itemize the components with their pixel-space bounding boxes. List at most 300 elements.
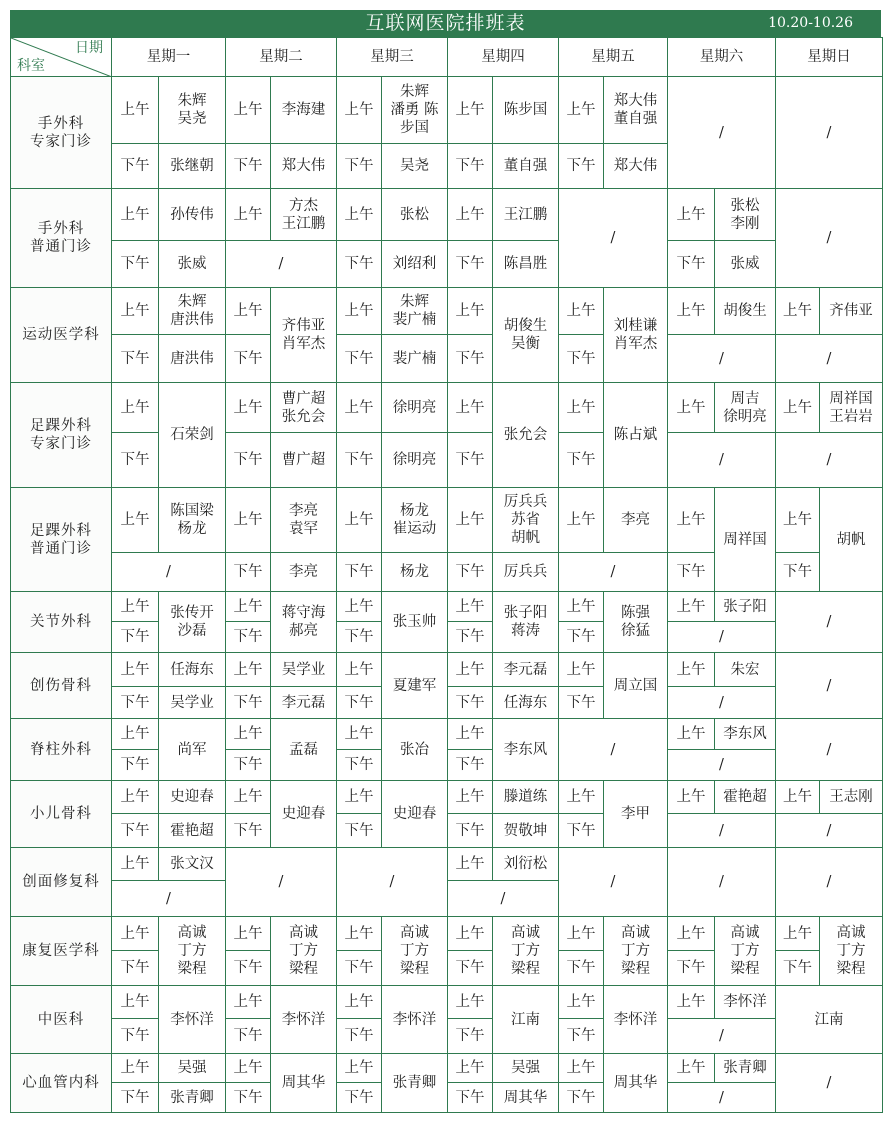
corner-date-label: 日期	[75, 40, 103, 56]
doctor-cell: 高诚 丁方 梁程	[159, 917, 226, 986]
empty-cell: /	[776, 77, 883, 189]
slot-label-pm: 下午	[226, 553, 271, 592]
department-name: 创伤骨科	[11, 653, 112, 719]
slot-label-am: 上午	[776, 383, 820, 433]
empty-cell: /	[559, 848, 668, 917]
empty-cell: /	[559, 553, 668, 592]
slot-label-pm: 下午	[448, 687, 493, 719]
slot-label-am: 上午	[559, 383, 604, 433]
doctor-cell: 朱辉 潘勇 陈 步国	[382, 77, 448, 144]
doctor-cell: 杨龙 崔运动	[382, 488, 448, 553]
empty-cell: 江南	[776, 986, 883, 1054]
slot-label-pm: 下午	[559, 433, 604, 488]
slot-label-pm: 下午	[337, 622, 382, 653]
empty-cell: /	[776, 719, 883, 781]
doctor-cell: 李怀洋	[159, 986, 226, 1054]
empty-cell: /	[559, 719, 668, 781]
empty-cell: /	[559, 189, 668, 288]
slot-label-am: 上午	[448, 383, 493, 433]
slot-label-pm: 下午	[559, 622, 604, 653]
slot-label-pm: 下午	[337, 1019, 382, 1054]
doctor-cell: 高诚 丁方 梁程	[604, 917, 668, 986]
doctor-cell: 厉兵兵 苏省 胡帆	[493, 488, 559, 553]
empty-cell: /	[776, 653, 883, 719]
empty-cell: /	[668, 1083, 776, 1113]
doctor-cell: 王江鹏	[493, 189, 559, 241]
doctor-cell: 厉兵兵	[493, 553, 559, 592]
day-header-4: 星期四	[448, 38, 559, 77]
slot-label-am: 上午	[226, 986, 271, 1019]
doctor-cell: 孙传伟	[159, 189, 226, 241]
doctor-cell: 张传开 沙磊	[159, 592, 226, 653]
empty-cell: /	[776, 433, 883, 488]
doctor-cell: 霍艳超	[715, 781, 776, 814]
doctor-cell: 高诚 丁方 梁程	[820, 917, 883, 986]
slot-label-am: 上午	[448, 781, 493, 814]
department-name: 创面修复科	[11, 848, 112, 917]
doctor-cell: 李怀洋	[715, 986, 776, 1019]
slot-label-am: 上午	[668, 189, 715, 241]
slot-label-am: 上午	[337, 719, 382, 750]
department-name: 康复医学科	[11, 917, 112, 986]
slot-label-am: 上午	[226, 592, 271, 622]
table-row	[11, 592, 883, 622]
slot-label-pm: 下午	[226, 814, 271, 848]
day-header-1: 星期一	[112, 38, 226, 77]
empty-cell: /	[668, 1019, 776, 1054]
doctor-cell: 张文汉	[159, 848, 226, 881]
doctor-cell: 李亮	[271, 553, 337, 592]
slot-label-pm: 下午	[559, 687, 604, 719]
slot-label-am: 上午	[112, 488, 159, 553]
slot-label-pm: 下午	[226, 622, 271, 653]
corner-header	[11, 38, 112, 77]
doctor-cell: 高诚 丁方 梁程	[382, 917, 448, 986]
department-name: 小儿骨科	[11, 781, 112, 848]
doctor-cell: 高诚 丁方 梁程	[715, 917, 776, 986]
doctor-cell: 张青卿	[159, 1083, 226, 1113]
slot-label-pm: 下午	[448, 335, 493, 383]
slot-label-pm: 下午	[226, 951, 271, 986]
slot-label-pm: 下午	[112, 241, 159, 288]
slot-label-pm: 下午	[226, 433, 271, 488]
slot-label-am: 上午	[112, 288, 159, 335]
empty-cell: /	[668, 848, 776, 917]
slot-label-pm: 下午	[448, 750, 493, 781]
slot-label-pm: 下午	[448, 241, 493, 288]
doctor-cell: 郑大伟	[604, 144, 668, 189]
slot-label-pm: 下午	[668, 553, 715, 592]
doctor-cell: 任海东	[159, 653, 226, 687]
slot-label-pm: 下午	[226, 144, 271, 189]
slot-label-pm: 下午	[112, 750, 159, 781]
slot-label-am: 上午	[448, 77, 493, 144]
slot-label-pm: 下午	[559, 814, 604, 848]
slot-label-pm: 下午	[112, 433, 159, 488]
slot-label-am: 上午	[559, 288, 604, 335]
slot-label-am: 上午	[448, 288, 493, 335]
table-row	[11, 1054, 883, 1083]
doctor-cell: 周其华	[493, 1083, 559, 1113]
doctor-cell: 刘桂谦 肖军杰	[604, 288, 668, 383]
doctor-cell: 郑大伟	[271, 144, 337, 189]
doctor-cell: 唐洪伟	[159, 335, 226, 383]
slot-label-pm: 下午	[112, 622, 159, 653]
doctor-cell: 胡帆	[820, 488, 883, 592]
doctor-cell: 霍艳超	[159, 814, 226, 848]
slot-label-am: 上午	[337, 781, 382, 814]
table-row	[11, 719, 883, 750]
day-header-2: 星期二	[226, 38, 337, 77]
doctor-cell: 李东风	[715, 719, 776, 750]
doctor-cell: 尚军	[159, 719, 226, 781]
slot-label-am: 上午	[559, 917, 604, 951]
page-title: 互联网医院排班表	[365, 12, 526, 34]
slot-label-am: 上午	[112, 719, 159, 750]
doctor-cell: 徐明亮	[382, 433, 448, 488]
slot-label-pm: 下午	[448, 951, 493, 986]
slot-label-am: 上午	[448, 189, 493, 241]
slot-label-pm: 下午	[668, 951, 715, 986]
slot-label-am: 上午	[337, 592, 382, 622]
department-name: 心血管内科	[11, 1054, 112, 1113]
doctor-cell: 陈昌胜	[493, 241, 559, 288]
slot-label-pm: 下午	[448, 814, 493, 848]
doctor-cell: 贺敬坤	[493, 814, 559, 848]
doctor-cell: 李海建	[271, 77, 337, 144]
empty-cell: /	[226, 848, 337, 917]
slot-label-pm: 下午	[559, 1019, 604, 1054]
slot-label-pm: 下午	[559, 335, 604, 383]
table-row	[11, 383, 883, 433]
doctor-cell: 陈占斌	[604, 383, 668, 488]
empty-cell: /	[776, 1054, 883, 1113]
slot-label-pm: 下午	[112, 951, 159, 986]
day-header-5: 星期五	[559, 38, 668, 77]
slot-label-pm: 下午	[668, 241, 715, 288]
day-header-6: 星期六	[668, 38, 776, 77]
table-row	[11, 241, 883, 288]
slot-label-pm: 下午	[337, 687, 382, 719]
slot-label-am: 上午	[226, 1054, 271, 1083]
slot-label-am: 上午	[337, 77, 382, 144]
doctor-cell: 张子阳	[715, 592, 776, 622]
slot-label-pm: 下午	[448, 1019, 493, 1054]
slot-label-am: 上午	[668, 653, 715, 687]
doctor-cell: 张青卿	[715, 1054, 776, 1083]
slot-label-am: 上午	[112, 986, 159, 1019]
doctor-cell: 孟磊	[271, 719, 337, 781]
empty-cell: /	[776, 814, 883, 848]
slot-label-am: 上午	[226, 917, 271, 951]
doctor-cell: 朱辉 唐洪伟	[159, 288, 226, 335]
slot-label-am: 上午	[668, 917, 715, 951]
slot-label-pm: 下午	[448, 1083, 493, 1113]
empty-cell: /	[112, 881, 226, 917]
slot-label-am: 上午	[776, 781, 820, 814]
slot-label-pm: 下午	[112, 335, 159, 383]
slot-label-am: 上午	[226, 288, 271, 335]
doctor-cell: 裴广楠	[382, 335, 448, 383]
empty-cell: /	[776, 592, 883, 653]
slot-label-am: 上午	[337, 1054, 382, 1083]
doctor-cell: 史迎春	[271, 781, 337, 848]
table-row	[11, 77, 883, 144]
slot-label-pm: 下午	[226, 750, 271, 781]
slot-label-am: 上午	[226, 77, 271, 144]
doctor-cell: 张冶	[382, 719, 448, 781]
slot-label-am: 上午	[448, 488, 493, 553]
empty-cell: /	[776, 335, 883, 383]
slot-label-pm: 下午	[337, 144, 382, 189]
doctor-cell: 滕道练	[493, 781, 559, 814]
doctor-cell: 张威	[715, 241, 776, 288]
doctor-cell: 李怀洋	[382, 986, 448, 1054]
doctor-cell: 张玉帅	[382, 592, 448, 653]
doctor-cell: 张青卿	[382, 1054, 448, 1113]
table-row	[11, 335, 883, 383]
empty-cell: /	[337, 848, 448, 917]
slot-label-am: 上午	[668, 488, 715, 553]
department-name: 关节外科	[11, 592, 112, 653]
slot-label-pm: 下午	[226, 335, 271, 383]
slot-label-pm: 下午	[559, 1083, 604, 1113]
doctor-cell: 周祥国	[715, 488, 776, 592]
doctor-cell: 张子阳 蒋涛	[493, 592, 559, 653]
empty-cell: /	[668, 814, 776, 848]
slot-label-pm: 下午	[337, 1083, 382, 1113]
slot-label-am: 上午	[112, 917, 159, 951]
doctor-cell: 任海东	[493, 687, 559, 719]
department-name: 中医科	[11, 986, 112, 1054]
slot-label-am: 上午	[112, 592, 159, 622]
slot-label-am: 上午	[776, 488, 820, 553]
slot-label-am: 上午	[668, 781, 715, 814]
day-header-7: 星期日	[776, 38, 883, 77]
doctor-cell: 周其华	[271, 1054, 337, 1113]
slot-label-am: 上午	[448, 1054, 493, 1083]
department-name: 手外科 专家门诊	[11, 77, 112, 189]
slot-label-pm: 下午	[448, 622, 493, 653]
slot-label-am: 上午	[559, 986, 604, 1019]
empty-cell: /	[668, 622, 776, 653]
slot-label-am: 上午	[559, 77, 604, 144]
slot-label-pm: 下午	[337, 241, 382, 288]
doctor-cell: 曹广超	[271, 433, 337, 488]
doctor-cell: 史迎春	[159, 781, 226, 814]
slot-label-am: 上午	[559, 781, 604, 814]
doctor-cell: 吴尧	[382, 144, 448, 189]
table-row	[11, 986, 883, 1019]
slot-label-am: 上午	[337, 383, 382, 433]
slot-label-am: 上午	[112, 848, 159, 881]
doctor-cell: 董自强	[493, 144, 559, 189]
doctor-cell: 齐伟亚 肖军杰	[271, 288, 337, 383]
doctor-cell: 张继朝	[159, 144, 226, 189]
slot-label-am: 上午	[337, 189, 382, 241]
doctor-cell: 高诚 丁方 梁程	[493, 917, 559, 986]
slot-label-am: 上午	[448, 917, 493, 951]
slot-label-pm: 下午	[337, 553, 382, 592]
doctor-cell: 江南	[493, 986, 559, 1054]
slot-label-am: 上午	[668, 288, 715, 335]
slot-label-am: 上午	[668, 719, 715, 750]
slot-label-am: 上午	[112, 653, 159, 687]
slot-label-am: 上午	[226, 488, 271, 553]
doctor-cell: 陈步国	[493, 77, 559, 144]
slot-label-pm: 下午	[448, 433, 493, 488]
doctor-cell: 吴强	[493, 1054, 559, 1083]
empty-cell: /	[448, 881, 559, 917]
slot-label-am: 上午	[226, 189, 271, 241]
empty-cell: /	[668, 335, 776, 383]
doctor-cell: 李亮 袁罕	[271, 488, 337, 553]
slot-label-am: 上午	[226, 781, 271, 814]
slot-label-am: 上午	[448, 592, 493, 622]
slot-label-pm: 下午	[776, 553, 820, 592]
doctor-cell: 吴学业	[271, 653, 337, 687]
department-name: 手外科 普通门诊	[11, 189, 112, 288]
doctor-cell: 朱宏	[715, 653, 776, 687]
empty-cell: /	[668, 687, 776, 719]
doctor-cell: 胡俊生 吴衡	[493, 288, 559, 383]
slot-label-am: 上午	[112, 1054, 159, 1083]
doctor-cell: 蒋守海 郝亮	[271, 592, 337, 653]
slot-label-pm: 下午	[337, 433, 382, 488]
department-name: 脊柱外科	[11, 719, 112, 781]
slot-label-am: 上午	[668, 986, 715, 1019]
title-bar	[10, 10, 881, 37]
date-range: 10.20-10.26	[768, 15, 853, 31]
slot-label-am: 上午	[448, 653, 493, 687]
slot-label-am: 上午	[776, 288, 820, 335]
table-row	[11, 189, 883, 241]
department-name: 足踝外科 专家门诊	[11, 383, 112, 488]
doctor-cell: 刘衍松	[493, 848, 559, 881]
doctor-cell: 李亮	[604, 488, 668, 553]
empty-cell: /	[112, 553, 226, 592]
doctor-cell: 徐明亮	[382, 383, 448, 433]
slot-label-pm: 下午	[112, 687, 159, 719]
slot-label-pm: 下午	[337, 335, 382, 383]
department-name: 足踝外科 普通门诊	[11, 488, 112, 592]
slot-label-am: 上午	[226, 383, 271, 433]
slot-label-am: 上午	[668, 1054, 715, 1083]
doctor-cell: 李元磊	[271, 687, 337, 719]
slot-label-am: 上午	[559, 488, 604, 553]
doctor-cell: 朱辉 裴广楠	[382, 288, 448, 335]
slot-label-am: 上午	[112, 77, 159, 144]
slot-label-pm: 下午	[776, 951, 820, 986]
slot-label-pm: 下午	[337, 951, 382, 986]
doctor-cell: 李甲	[604, 781, 668, 848]
doctor-cell: 周吉 徐明亮	[715, 383, 776, 433]
slot-label-am: 上午	[337, 986, 382, 1019]
doctor-cell: 刘绍利	[382, 241, 448, 288]
slot-label-pm: 下午	[112, 144, 159, 189]
doctor-cell: 吴强	[159, 1054, 226, 1083]
schedule-table	[10, 37, 883, 1113]
doctor-cell: 夏建军	[382, 653, 448, 719]
empty-cell: /	[668, 77, 776, 189]
slot-label-pm: 下午	[559, 144, 604, 189]
slot-label-am: 上午	[226, 719, 271, 750]
table-row	[11, 848, 883, 881]
doctor-cell: 胡俊生	[715, 288, 776, 335]
empty-cell: /	[668, 750, 776, 781]
doctor-cell: 张松 李刚	[715, 189, 776, 241]
slot-label-pm: 下午	[448, 144, 493, 189]
table-row	[11, 488, 883, 553]
doctor-cell: 周立国	[604, 653, 668, 719]
empty-cell: /	[776, 189, 883, 288]
slot-label-am: 上午	[112, 189, 159, 241]
slot-label-am: 上午	[337, 488, 382, 553]
table-row	[11, 288, 883, 335]
doctor-cell: 陈强 徐猛	[604, 592, 668, 653]
slot-label-am: 上午	[337, 653, 382, 687]
slot-label-am: 上午	[559, 592, 604, 622]
slot-label-pm: 下午	[112, 1083, 159, 1113]
doctor-cell: 李怀洋	[604, 986, 668, 1054]
doctor-cell: 周祥国 王岩岩	[820, 383, 883, 433]
slot-label-pm: 下午	[448, 553, 493, 592]
slot-label-am: 上午	[559, 1054, 604, 1083]
slot-label-am: 上午	[668, 383, 715, 433]
doctor-cell: 郑大伟 董自强	[604, 77, 668, 144]
slot-label-am: 上午	[112, 781, 159, 814]
slot-label-am: 上午	[337, 917, 382, 951]
corner-dept-label: 科室	[17, 58, 45, 74]
slot-label-am: 上午	[448, 848, 493, 881]
doctor-cell: 张松	[382, 189, 448, 241]
department-name: 运动医学科	[11, 288, 112, 383]
doctor-cell: 陈国梁 杨龙	[159, 488, 226, 553]
doctor-cell: 王志刚	[820, 781, 883, 814]
doctor-cell: 李东风	[493, 719, 559, 781]
doctor-cell: 史迎春	[382, 781, 448, 848]
table-row	[11, 917, 883, 951]
doctor-cell: 朱辉 吴尧	[159, 77, 226, 144]
doctor-cell: 李元磊	[493, 653, 559, 687]
doctor-cell: 吴学业	[159, 687, 226, 719]
doctor-cell: 张威	[159, 241, 226, 288]
doctor-cell: 张允会	[493, 383, 559, 488]
slot-label-am: 上午	[226, 653, 271, 687]
slot-label-pm: 下午	[559, 951, 604, 986]
table-row	[11, 781, 883, 814]
empty-cell: /	[776, 848, 883, 917]
slot-label-am: 上午	[448, 719, 493, 750]
slot-label-pm: 下午	[112, 814, 159, 848]
slot-label-am: 上午	[337, 288, 382, 335]
slot-label-pm: 下午	[112, 1019, 159, 1054]
empty-cell: /	[668, 433, 776, 488]
doctor-cell: 石荣剑	[159, 383, 226, 488]
doctor-cell: 高诚 丁方 梁程	[271, 917, 337, 986]
slot-label-am: 上午	[668, 592, 715, 622]
empty-cell: /	[226, 241, 337, 288]
slot-label-am: 上午	[112, 383, 159, 433]
doctor-cell: 齐伟亚	[820, 288, 883, 335]
table-row	[11, 653, 883, 687]
slot-label-pm: 下午	[337, 814, 382, 848]
doctor-cell: 周其华	[604, 1054, 668, 1113]
doctor-cell: 方杰 王江鹏	[271, 189, 337, 241]
slot-label-pm: 下午	[337, 750, 382, 781]
slot-label-pm: 下午	[226, 1083, 271, 1113]
slot-label-am: 上午	[448, 986, 493, 1019]
